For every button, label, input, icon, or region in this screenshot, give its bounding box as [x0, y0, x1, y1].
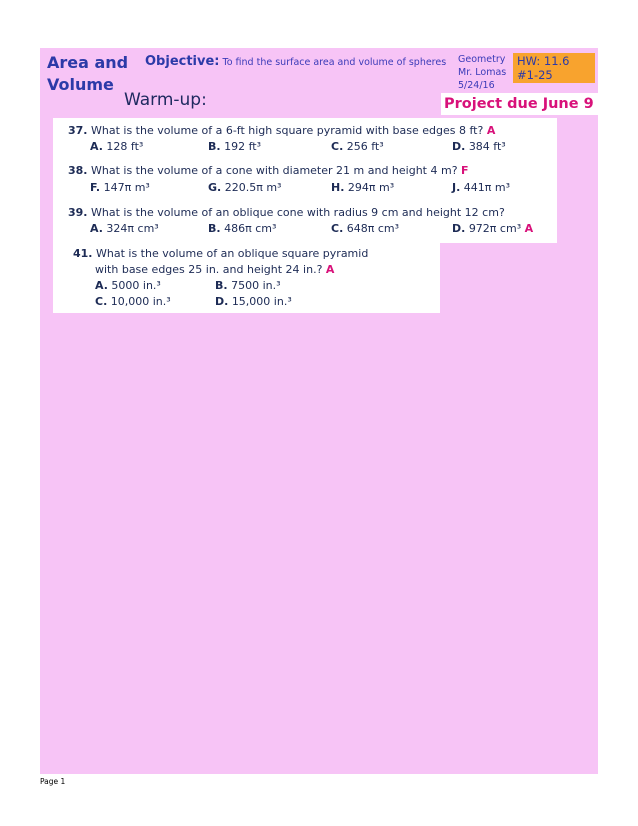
warmup-heading: Warm-up:	[124, 90, 207, 110]
question-text: What is the volume of an oblique square pyramid	[96, 247, 369, 260]
question-answer: A	[524, 222, 534, 235]
question-answer: F	[461, 164, 469, 177]
objective	[145, 54, 446, 69]
title-line-1: Area and	[47, 53, 129, 72]
homework-line-2: #1-25	[517, 68, 553, 82]
title-line-2: Volume	[47, 75, 114, 94]
objective-label: Objective:	[145, 54, 220, 69]
project-due-banner: Project due June 9	[441, 93, 598, 115]
question-37	[68, 124, 495, 137]
question-answer: A	[486, 124, 496, 137]
objective-text: To find the surface area and volume of spheres	[222, 57, 447, 68]
choice: A. 128 ft³	[90, 140, 144, 153]
question-number: 38.	[68, 164, 88, 177]
question-number: 41.	[73, 247, 93, 260]
question-text: What is the volume of a cone with diameter 21 m and height 4 m?	[91, 164, 458, 177]
choice: F. 147π m³	[90, 181, 150, 194]
choice: C. 648π cm³	[331, 222, 400, 235]
question-39	[68, 206, 505, 219]
homework-line-1: HW: 11.6	[517, 54, 570, 68]
choice: C. 256 ft³	[331, 140, 384, 153]
question-38	[68, 164, 469, 177]
lesson-date: 5/24/16	[458, 80, 495, 91]
course-info	[458, 53, 506, 92]
question-answer: A	[325, 263, 335, 276]
choice: D. 15,000 in.³	[215, 295, 292, 308]
choice: B. 7500 in.³	[215, 279, 281, 292]
question-text: with base edges 25 in. and height 24 in.?	[95, 263, 323, 276]
page-title	[47, 52, 128, 96]
question-text: What is the volume of a 6-ft high square pyramid with base edges 8 ft?	[91, 124, 484, 137]
choice: G. 220.5π m³	[208, 181, 282, 194]
teacher-name: Mr. Lomas	[458, 67, 507, 78]
question-text: What is the volume of an oblique cone with radius 9 cm and height 12 cm?	[91, 206, 505, 219]
page-footer: Page 1	[40, 777, 66, 786]
choice: B. 192 ft³	[208, 140, 261, 153]
question-number: 37.	[68, 124, 88, 137]
choice: D. 972π cm³ A	[452, 222, 534, 235]
course-name: Geometry	[458, 54, 506, 65]
choice: D. 384 ft³	[452, 140, 506, 153]
question-41-line-2	[95, 263, 334, 276]
choice: A. 5000 in.³	[95, 279, 161, 292]
question-number: 39.	[68, 206, 88, 219]
question-41	[73, 247, 368, 260]
choice: J. 441π m³	[452, 181, 511, 194]
choice: A. 324π cm³	[90, 222, 159, 235]
choice: H. 294π m³	[331, 181, 395, 194]
homework-box	[513, 53, 595, 83]
choice: B. 486π cm³	[208, 222, 277, 235]
choice: C. 10,000 in.³	[95, 295, 171, 308]
